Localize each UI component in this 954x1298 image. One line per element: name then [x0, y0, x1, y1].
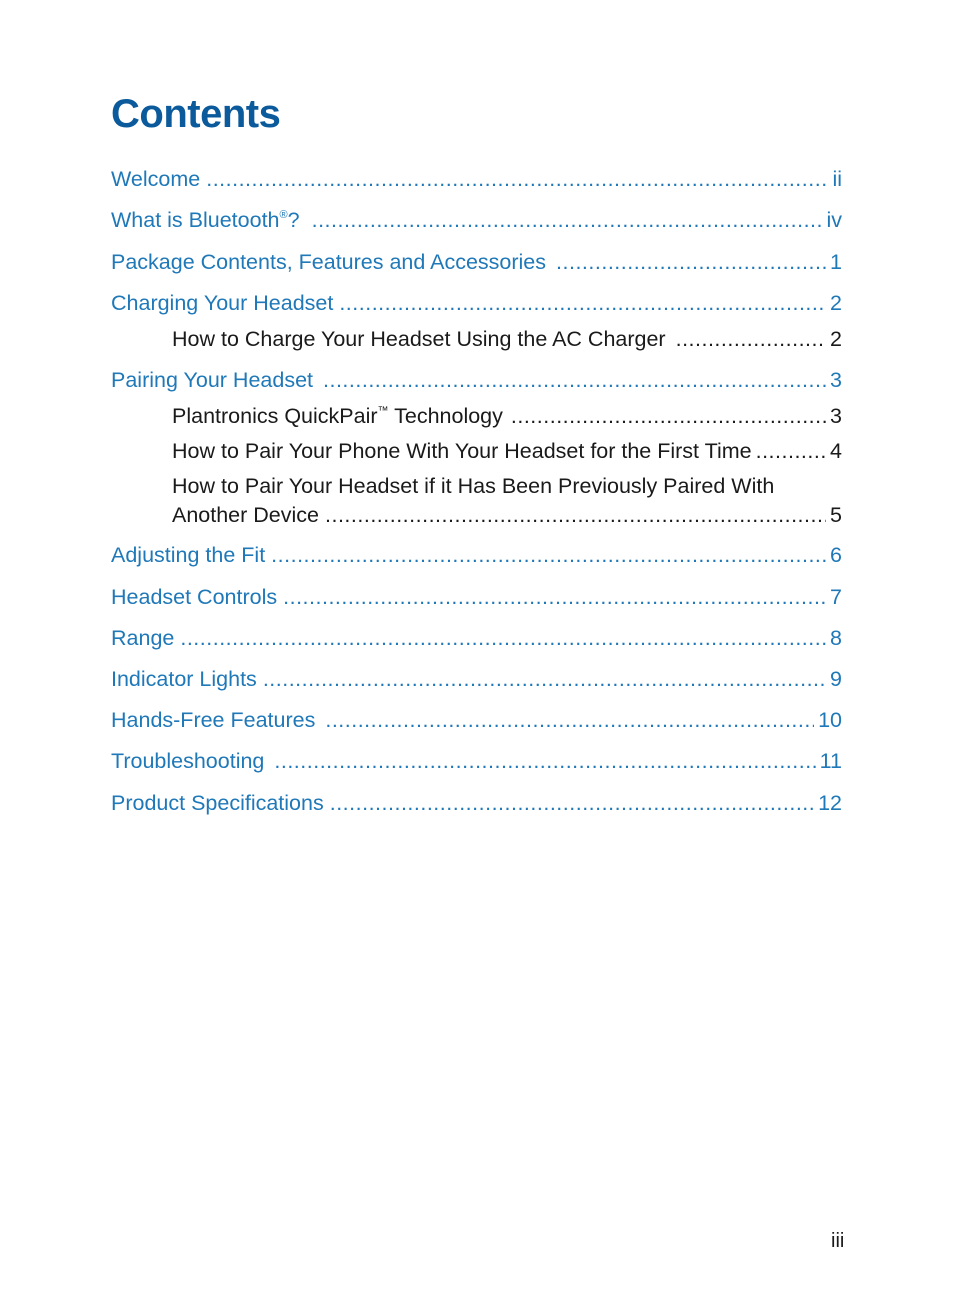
toc-entry-label: How to Charge Your Headset Using the AC Charger	[172, 327, 666, 351]
toc-page-number: 6	[830, 543, 842, 567]
toc-entry-adjusting-fit[interactable]	[111, 542, 842, 568]
toc-page-number: ii	[832, 167, 842, 191]
toc-entry-troubleshooting[interactable]	[111, 748, 842, 774]
toc-entry-what-is-bluetooth[interactable]	[111, 207, 842, 233]
page-number: iii	[831, 1230, 845, 1252]
dot-leader	[339, 290, 826, 316]
toc-entry-label: Another Device	[172, 503, 319, 527]
toc-entry-label-line1: How to Pair Your Headset if it Has Been Previously Paired With	[172, 474, 775, 498]
toc-entry-pair-previous[interactable]	[111, 502, 842, 528]
toc-entry-label: Charging Your Headset	[111, 291, 334, 315]
page-title: Contents	[111, 92, 281, 136]
toc-page-number: 3	[830, 404, 842, 428]
toc-entry-label: What is Bluetooth®?	[111, 208, 300, 232]
toc-entry-label: Plantronics QuickPair™ Technology	[172, 404, 503, 428]
toc-entry-label: Indicator Lights	[111, 667, 257, 691]
toc-entry-package-contents[interactable]	[111, 249, 842, 275]
toc-page-number: 9	[830, 667, 842, 691]
toc-entry-product-specs[interactable]	[111, 790, 842, 816]
toc-page-number: 5	[830, 503, 842, 527]
table-of-contents	[111, 166, 842, 816]
toc-page-number: 3	[830, 368, 842, 392]
toc-entry-quickpair[interactable]	[111, 403, 842, 429]
dot-leader	[330, 790, 814, 816]
dot-leader	[271, 542, 826, 568]
toc-page-number: 7	[830, 585, 842, 609]
toc-entry-label: Welcome	[111, 167, 201, 191]
toc-entry-range[interactable]	[111, 625, 842, 651]
toc-entry-headset-controls[interactable]	[111, 584, 842, 610]
dot-leader	[274, 748, 815, 774]
dot-leader	[323, 367, 826, 393]
dot-leader	[325, 502, 826, 528]
trademark-mark: ™	[377, 405, 389, 417]
toc-entry-label: Package Contents, Features and Accessories	[111, 250, 547, 274]
dot-leader	[263, 666, 826, 692]
toc-page-number: 12	[818, 791, 842, 815]
dot-leader	[676, 326, 826, 352]
toc-page-number: 10	[818, 708, 842, 732]
dot-leader	[325, 707, 814, 733]
registered-mark: ®	[279, 209, 288, 221]
toc-entry-label: Range	[111, 626, 175, 650]
dot-leader	[206, 166, 828, 192]
toc-page-number: iv	[826, 208, 842, 232]
toc-entry-pairing[interactable]	[111, 367, 842, 393]
dot-leader	[511, 403, 826, 429]
dot-leader	[556, 249, 826, 275]
toc-entry-label: Hands-Free Features	[111, 708, 316, 732]
toc-entry-charge-ac[interactable]	[111, 326, 842, 352]
dot-leader	[756, 438, 826, 464]
toc-entry-indicator-lights[interactable]	[111, 666, 842, 692]
toc-entry-label: Adjusting the Fit	[111, 543, 266, 567]
toc-entry-pair-first-time[interactable]	[111, 438, 842, 464]
toc-entry-label: Troubleshooting	[111, 749, 265, 773]
toc-page-number: 4	[830, 439, 842, 463]
toc-entry-label: How to Pair Your Phone With Your Headset for the First Time	[172, 439, 752, 463]
toc-entry-welcome[interactable]	[111, 166, 842, 192]
toc-entry-hands-free[interactable]	[111, 707, 842, 733]
toc-page-number: 1	[830, 250, 842, 274]
toc-entry-label: Product Specifications	[111, 791, 324, 815]
dot-leader	[283, 584, 826, 610]
dot-leader	[312, 207, 823, 233]
toc-entry-charging[interactable]	[111, 290, 842, 316]
toc-page-number: 11	[819, 749, 842, 773]
toc-entry-label: Headset Controls	[111, 585, 278, 609]
dot-leader	[180, 625, 826, 651]
toc-page-number: 8	[830, 626, 842, 650]
toc-page-number: 2	[830, 291, 842, 315]
toc-page-number: 2	[830, 327, 842, 351]
toc-entry-label: Pairing Your Headset	[111, 368, 314, 392]
